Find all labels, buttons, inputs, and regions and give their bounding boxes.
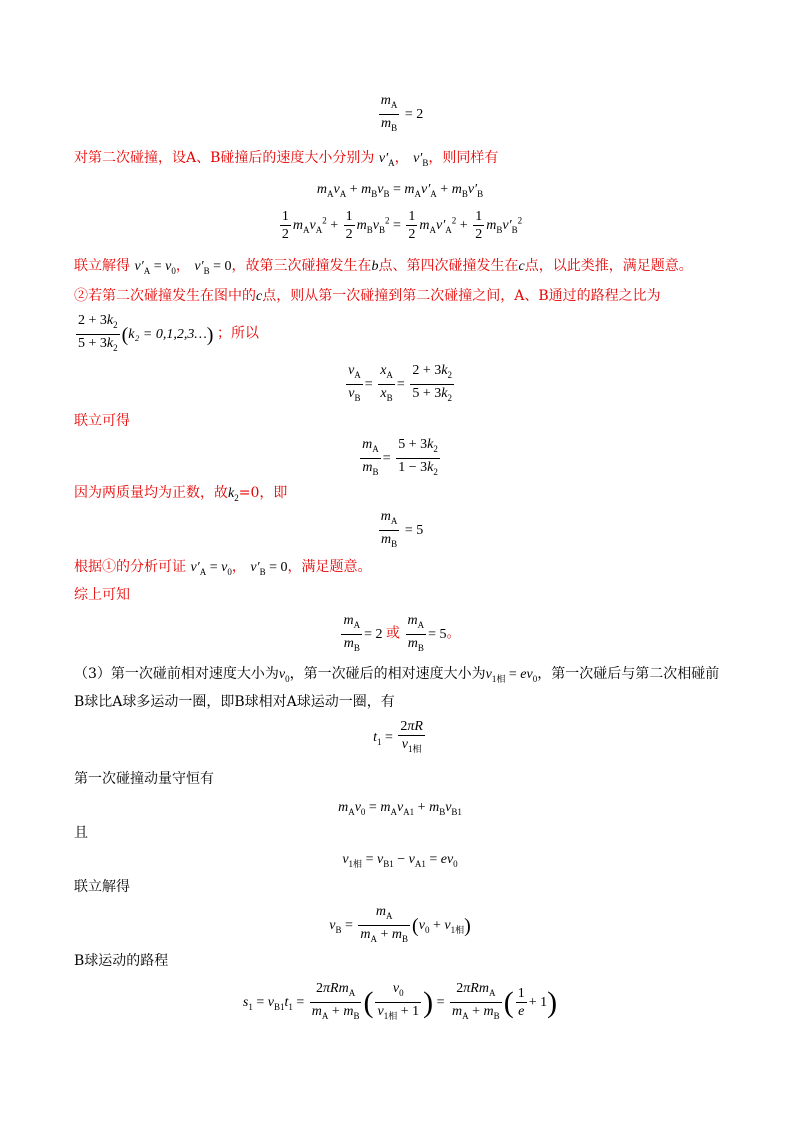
equation-mass-ratio-2: $\frac{m_A}{m_B}$ = 2	[380, 93, 424, 133]
text-summary-label: 综上可知	[74, 587, 130, 603]
equation-relative-velocity: $v_{1相} = v_{B1} - v_{A1} = ev_0$	[342, 852, 458, 869]
text-b-path-label: B球运动的路程	[74, 953, 169, 969]
text-and	[74, 822, 726, 844]
text-positive-mass-intro: 因为两质量均为正数，故	[74, 485, 228, 501]
text-solve: 联立解得	[74, 258, 130, 274]
text-k-zero: =0，即	[238, 485, 288, 501]
equation-mass-ratio-5: $\frac{m_A}{m_B}$ = 5	[380, 509, 424, 549]
text-and-label: 且	[74, 825, 88, 841]
text-analogy: 点，以此类推，满足题意。	[524, 258, 693, 274]
text-part-three-line2	[74, 691, 726, 713]
equation-path-s1: $s_1 = v_{B1}t_1$ = $\frac{2\pi Rm_A}{m_A + m_B}$ ( $\frac{v_0}{v_{1相} + 1}$ ) = $\frac{2\pi Rm_A}{m_A + m_B}$ ( $\frac{1}{e}$ + 1)	[242, 981, 558, 1021]
text-relative-speed-before: （3）第一次碰前相对速度大小为	[74, 666, 279, 682]
text-third-collision: ，故第三次碰撞发生在	[231, 258, 372, 274]
text-therefore: ；所以	[216, 325, 259, 342]
text-positive-mass: 因为两质量均为正数，故$k_2=0$，即	[74, 485, 288, 503]
ratio-value-5: 5	[416, 522, 424, 538]
equation-velocity-ratio: $\frac{v_A}{v_B}$ = $\frac{x_A}{x_B}$ = $\frac{2 + 3k_2}{5 + 3k_2}$	[348, 363, 452, 403]
comma: ，	[231, 559, 246, 575]
text-between-collisions: ，第一次碰后与第二次相碰前	[537, 666, 720, 682]
text-path-ratio: 点，则从第一次碰撞到第二次碰撞之间，A、B通过的路程之比为	[262, 288, 661, 304]
text-solve-label: 联立解得	[74, 879, 130, 895]
comma: ，	[175, 258, 190, 274]
equation-first-momentum: $m_Av_0 = m_Av_{A1} + m_Bv_{B1}$	[338, 800, 462, 817]
text-momentum-label: 第一次碰撞动量守恒有	[74, 771, 214, 787]
text-fourth-collision: 点、第四次碰撞发生在	[378, 258, 519, 274]
k-series: k₂ = 0,1,2,3…	[128, 326, 207, 342]
text-or: 或	[386, 625, 400, 642]
equation-energy-second: $\frac{1}{2}$ $m_Av_A^2$ + $\frac{1}{2}$ $m_Bv_B^2$ = $\frac{1}{2}$ $m_Av'_A^2$ + $\frac{1}{2}$ $m_Bv'_B^2$	[281, 209, 523, 242]
text-momentum-conservation	[74, 768, 726, 790]
text-solution-third-fourth: 联立解得 $v'_A = v_0$， $v'_B = 0$，故第三次碰撞发生在b点、第四次碰撞发生在c点，以此类推，满足题意。	[74, 258, 693, 276]
point-c: c	[518, 259, 525, 274]
equation-mass-ratio-k: $\frac{m_A}{m_B}$ = $\frac{5 + 3k_2}{1 - 3k_2}$	[362, 437, 438, 477]
text-one-lap: B球比A球多运动一圈，即B球相对A球运动一圈，有	[74, 694, 395, 710]
equation-time-t1: $t_1$ = $\frac{2\pi R}{v_{1相}}$	[373, 719, 423, 754]
text-second-collision-intro: 对第二次碰撞，设A、B碰撞后的速度大小分别为	[74, 150, 375, 166]
equation-conclusion: $\frac{m_A}{m_B}$ = 2 或 $\frac{m_A}{m_B}$ = 5。	[343, 613, 461, 653]
text-relative-speed-after: ，第一次碰后的相对速度大小为	[289, 666, 486, 682]
text-part-three-line1: （3）第一次碰前相对速度大小为$v_0$，第一次碰后的相对速度大小为$v_{1相} = ev_0$，第一次碰后与第二次相碰前	[74, 666, 720, 684]
conclusion-ratio-5: 5	[439, 626, 447, 642]
text-satisfies: ，满足题意。	[287, 559, 372, 575]
text-summary	[74, 584, 726, 606]
text-case-two-intro: ②若第二次碰撞发生在图中的	[74, 288, 256, 304]
text-second-collision: 对第二次碰撞，设A、B碰撞后的速度大小分别为 $v'_A$， $v'_B$，则同样有	[74, 150, 499, 168]
text-b-path	[74, 950, 726, 972]
text-solve-vb	[74, 876, 726, 898]
point-b: b	[371, 259, 379, 274]
point-c: c	[256, 289, 263, 304]
text-case-two	[74, 285, 726, 308]
text-verify-intro: 根据①的分析可证	[74, 559, 186, 575]
text-combine	[74, 410, 726, 432]
conclusion-ratio-2: 2	[375, 626, 383, 642]
text-combine-label: 联立可得	[74, 413, 130, 429]
text-verify: 根据①的分析可证 $v'_A = v_0$， $v'_B = 0$，满足题意。	[74, 559, 372, 577]
equation-vb: $v_B$ = $\frac{m_A}{m_A + m_B}$ $(v_0 + v_{1相})$	[329, 904, 471, 944]
equation-momentum-second: $m_Av_A + m_Bv_B = m_Av'_A + m_Bv'_B$	[316, 182, 484, 199]
comma: ，	[394, 150, 409, 166]
ratio-value-2: 2	[416, 106, 424, 122]
text-similarly: ，则同样有	[428, 150, 499, 166]
text-path-ratio-expression: $\frac{2 + 3k_2}{5 + 3k_2}$ (k₂ = 0,1,2,3…) ；所以	[78, 313, 259, 353]
